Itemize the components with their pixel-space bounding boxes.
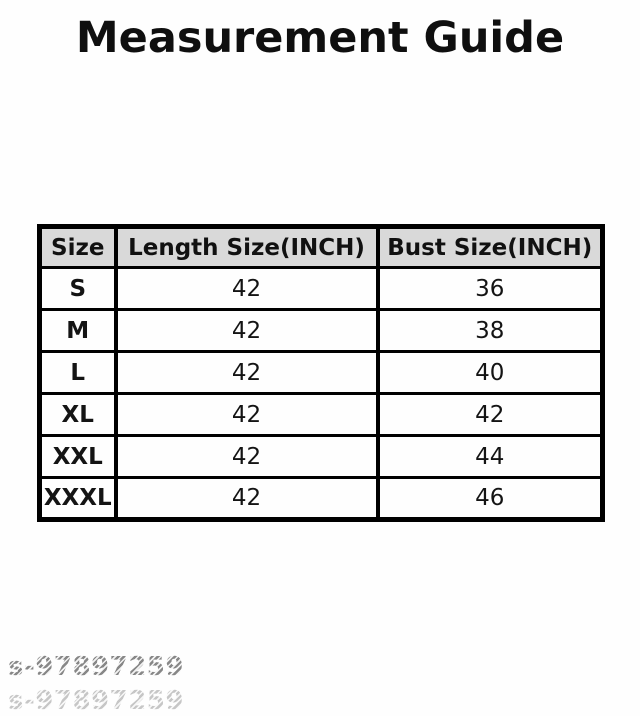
bust-cell: 42 <box>378 394 603 436</box>
header-length: Length Size(INCH) <box>116 227 378 268</box>
length-cell: 42 <box>116 436 378 478</box>
length-cell: 42 <box>116 310 378 352</box>
table-header-row <box>40 227 603 268</box>
watermark-cutoff-text: s-97897259 <box>8 686 184 716</box>
table-row <box>40 478 603 520</box>
measurement-table <box>37 224 605 522</box>
size-cell: XXL <box>40 436 116 478</box>
table-row <box>40 352 603 394</box>
length-cell: 42 <box>116 394 378 436</box>
header-size: Size <box>40 227 116 268</box>
bust-cell: 44 <box>378 436 603 478</box>
size-cell: XL <box>40 394 116 436</box>
table-row <box>40 436 603 478</box>
size-cell: XXXL <box>40 478 116 520</box>
bust-cell: 36 <box>378 268 603 310</box>
header-bust: Bust Size(INCH) <box>378 227 603 268</box>
table-row <box>40 310 603 352</box>
size-cell: L <box>40 352 116 394</box>
table-header <box>40 227 603 268</box>
table-row <box>40 268 603 310</box>
watermark-text: s-97897259 <box>8 652 184 682</box>
length-cell: 42 <box>116 352 378 394</box>
bust-cell: 46 <box>378 478 603 520</box>
length-cell: 42 <box>116 268 378 310</box>
bust-cell: 38 <box>378 310 603 352</box>
bust-cell: 40 <box>378 352 603 394</box>
table-body <box>40 268 603 520</box>
length-cell: 42 <box>116 478 378 520</box>
size-cell: S <box>40 268 116 310</box>
page-title: Measurement Guide <box>75 13 565 63</box>
size-cell: M <box>40 310 116 352</box>
table-row <box>40 394 603 436</box>
